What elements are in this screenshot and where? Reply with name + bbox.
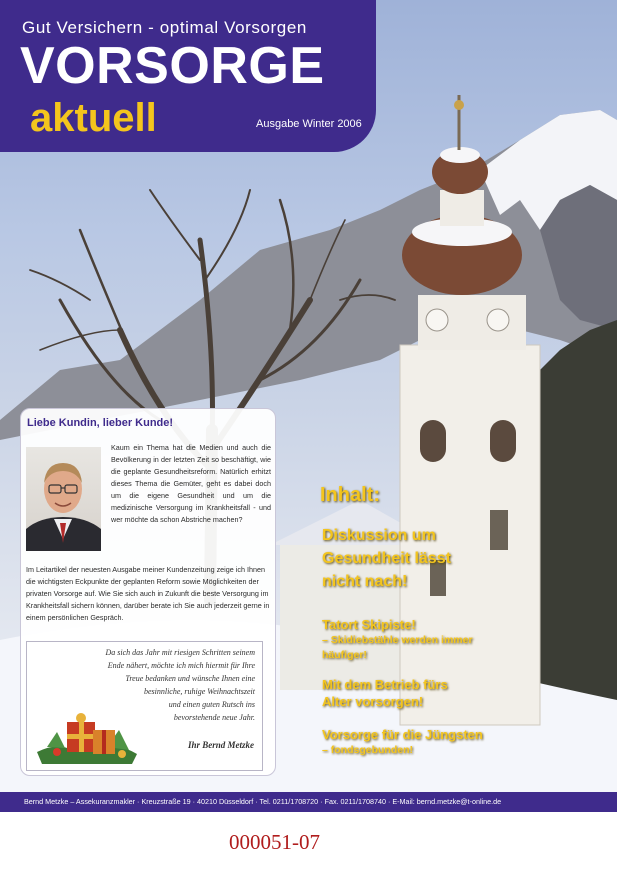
lead-headline [322,524,451,593]
season-greetings-box [26,641,263,771]
lead-line: Gesundheit lässt [322,550,451,567]
contents-item [322,676,448,710]
letter-intro: Kaum ein Thema hat die Medien und auch die Bevölkerung in der letzten Zeit so beschäftigt, wie die geplante Gesundheitsreform. Natürlich erhitzt dieses Thema die Gemüter, geht es dabei doch um die eigene Gesundheit und um die medizinische Versorgung im Krankheitsfall - und wer möchte da schon Abstriche machen? [111,443,271,524]
contents-heading: Inhalt: [320,484,380,506]
magazine-subtitle: aktuell [30,96,157,140]
wish-line: Treue bedanken und wünsche Ihnen eine [125,674,255,683]
lead-line: nicht nach! [322,573,408,590]
contents-item-title: Vorsorge für die Jüngsten [322,727,483,742]
wish-line: besinnliche, ruhige Weihnachtszeit [143,687,255,696]
lead-line: Diskussion um [322,527,436,544]
contents-item-sub: – fondsgebunden! [322,744,413,756]
contents-item [322,726,483,758]
signature: Ihr Bernd Metzke [187,740,254,750]
masthead [0,0,376,152]
portrait-illustration [26,447,101,551]
contents-item-title: Tatort Skipiste! [322,617,416,632]
wish-line: Da sich das Jahr mit riesigen Schritten seinem [105,648,255,657]
letter-body: Im Leitartikel der neuesten Ausgabe meiner Kundenzeitung zeige ich Ihnen die wichtigsten Eckpunkte der geplanten Reform sowie Möglichkeiten der privaten Vorsorge auf. Wie Sie sich auch in Zukunft die beste Versorgung im Krankheitsfall sichern können, darüber berate ich Sie auch jederzeit gerne in einem persönlichen Gespräch. [26,565,270,622]
contact-footer [0,792,617,812]
wish-line: und einen guten Rutsch ins [168,700,255,709]
contents-item-title: Mit dem Betrieb fürs [322,677,448,692]
magazine-title: VORSORGE [20,37,325,95]
editor-letter [20,408,276,776]
wish-line: Ende nähert, möchte ich mich hiermit für Ihre [107,661,255,670]
document-id: 000051-07 [229,830,320,854]
contents-item-sub: häufiger! [322,649,367,661]
contents-item [322,616,473,663]
edition-label: Ausgabe Winter 2006 [256,118,362,130]
wish-line: bevorstehende neue Jahr. [173,713,255,722]
christmas-gift-icon [37,692,137,767]
contents-item-sub: Alter vorsorgen! [322,694,424,709]
contents-item-sub: – Skidiebstähle werden immer [322,634,473,646]
forest [530,320,617,720]
tagline: Gut Versichern - optimal Vorsorgen [22,18,307,37]
footer-contact-text: Bernd Metzke – Assekuranzmakler · Kreuzstraße 19 · 40210 Düsseldorf · Tel. 0211/1708720 · Fax. 0211/1708740 · E-Mail: bernd.metzke@t-online.de [24,797,502,806]
letter-greeting: Liebe Kundin, lieber Kunde! [27,417,174,429]
author-photo [26,447,101,551]
